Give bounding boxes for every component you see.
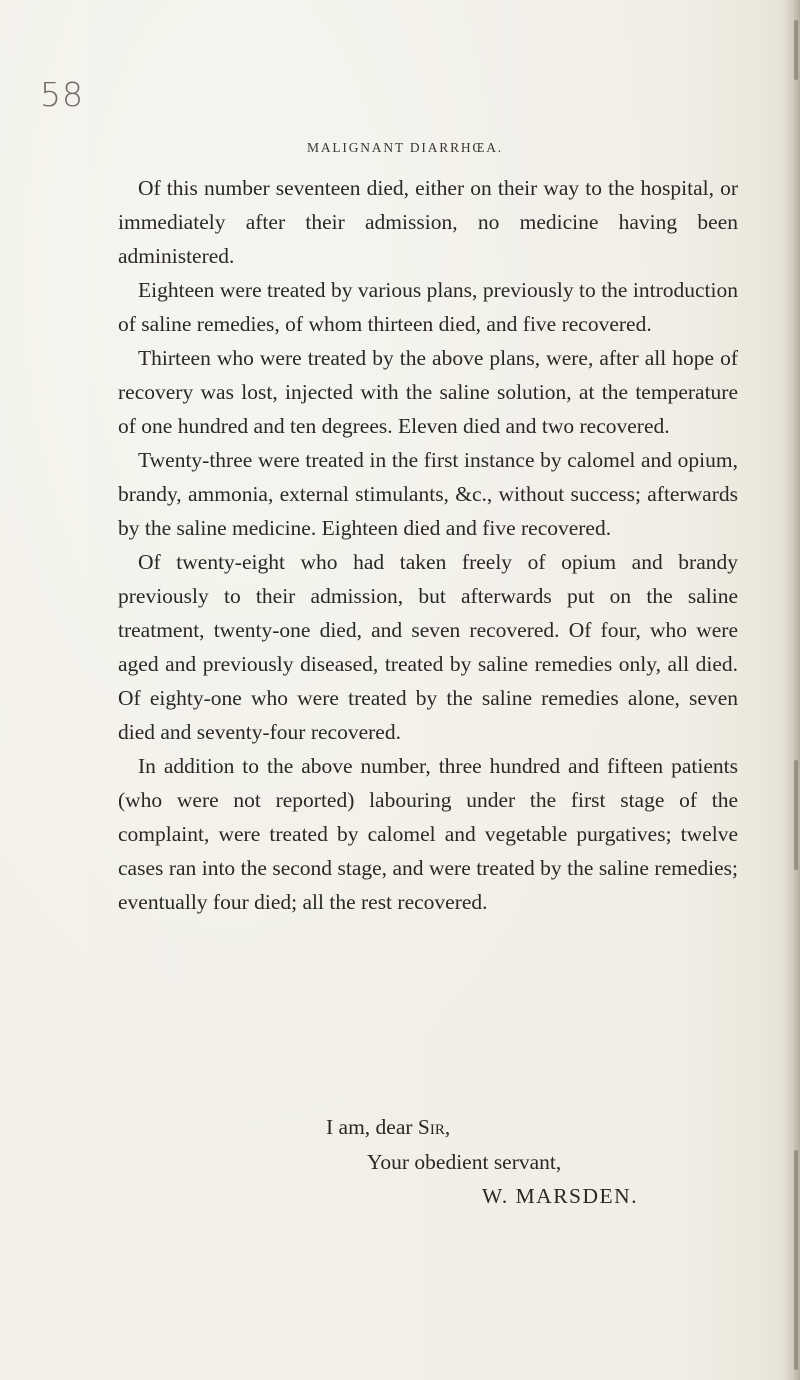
closing-salutation-prefix: I am, dear xyxy=(326,1115,418,1139)
page-edge-mark xyxy=(794,1150,798,1370)
body-text xyxy=(118,160,738,919)
page-number: 58 xyxy=(40,75,84,114)
paragraph: Twenty-three were treated in the first instance by calomel and opium, brandy, ammonia, external stimulants, &c., without success; afterwards by the saline medicine. Eighteen died and five recovered. xyxy=(118,448,738,540)
paragraph: Eighteen were treated by various plans, previously to the introduction of saline remedies, of whom thirteen died, and five recovered. xyxy=(118,278,738,336)
page-edge-mark xyxy=(794,760,798,870)
paragraph: Of twenty-eight who had taken freely of opium and brandy previously to their admission, but afterwards put on the saline treatment, twenty-one died, and seven recovered. Of four, who were aged and previously diseased, treated by saline remedies only, all died. Of eighty-one who were treated by the saline remedies alone, seven died and seventy-four recovered. xyxy=(118,550,738,744)
paragraph: In addition to the above number, three hundred and fifteen patients (who were not reported) labouring under the first stage of the complaint, were treated by calomel and vegetable purgatives; twelve cases ran into the second stage, and were treated by the saline remedies; eventually four died; all the rest recovered. xyxy=(118,754,738,914)
closing-salutation-title: Sir xyxy=(417,1115,445,1139)
paragraph: Of this number seventeen died, either on their way to the hospital, or immediately after their admission, no medicine having been administered. xyxy=(118,176,738,268)
signature: W. MARSDEN. xyxy=(482,1184,639,1208)
closing-line: Your obedient servant, xyxy=(367,1150,562,1174)
paragraph: Thirteen who were treated by the above plans, were, after all hope of recovery was lost, injected with the saline solution, at the temperature of one hundred and ten degrees. Eleven died and two recovered. xyxy=(118,346,738,438)
closing-salutation-suffix: , xyxy=(444,1115,451,1139)
closing-salutation xyxy=(326,1115,450,1140)
running-head: MALIGNANT DIARRHŒA. xyxy=(307,140,503,155)
page-edge-mark xyxy=(794,20,798,80)
